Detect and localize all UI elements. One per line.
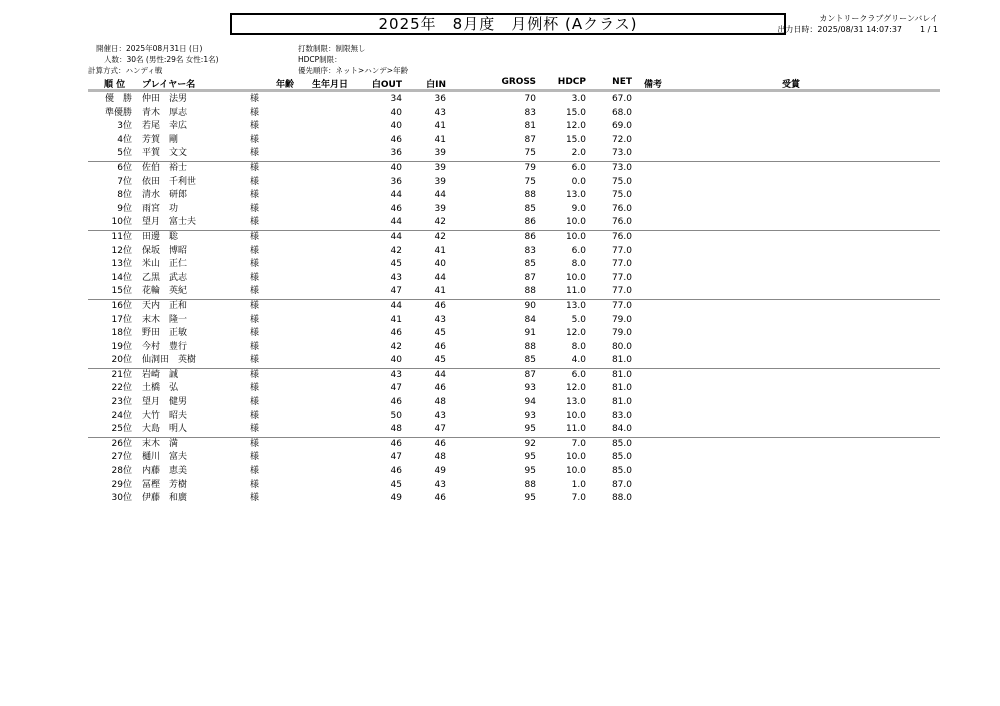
player-name-cell: 天内 正和 bbox=[142, 300, 188, 311]
net-cell: 77.0 bbox=[611, 245, 632, 256]
honorific-cell: 様 bbox=[250, 176, 260, 187]
honorific-cell: 様 bbox=[250, 452, 260, 463]
hdcp-cell: 6.0 bbox=[571, 245, 586, 256]
rank-cell: 23位 bbox=[111, 397, 132, 408]
header-in: 白IN bbox=[426, 80, 446, 90]
net-cell: 67.0 bbox=[611, 94, 632, 104]
hdcp-cell: 0.0 bbox=[571, 176, 586, 187]
in-score-cell: 42 bbox=[434, 217, 446, 228]
table-row bbox=[88, 314, 940, 328]
rank-cell: 21位 bbox=[111, 369, 132, 380]
gross-cell: 88 bbox=[524, 286, 536, 297]
out-score-cell: 47 bbox=[390, 286, 402, 297]
rank-cell: 11位 bbox=[111, 231, 132, 242]
rank-cell: 8位 bbox=[117, 190, 132, 201]
out-score-cell: 44 bbox=[390, 217, 402, 228]
honorific-cell: 様 bbox=[250, 383, 260, 394]
in-score-cell: 44 bbox=[434, 190, 446, 201]
meta-date: 開催日：2025年08月31日 (日) bbox=[96, 44, 203, 53]
net-cell: 75.0 bbox=[611, 176, 632, 187]
player-name-cell: 平賀 文文 bbox=[142, 148, 188, 159]
rank-cell: 30位 bbox=[111, 493, 132, 504]
hdcp-cell: 3.0 bbox=[571, 94, 586, 104]
net-cell: 79.0 bbox=[611, 328, 632, 339]
table-row bbox=[88, 285, 940, 299]
gross-cell: 81 bbox=[524, 121, 536, 132]
player-name-cell: 若尾 幸広 bbox=[142, 121, 188, 132]
net-cell: 85.0 bbox=[611, 452, 632, 463]
honorific-cell: 様 bbox=[250, 424, 260, 435]
net-cell: 72.0 bbox=[611, 134, 632, 145]
net-cell: 75.0 bbox=[611, 190, 632, 201]
in-score-cell: 39 bbox=[434, 203, 446, 214]
out-score-cell: 42 bbox=[390, 245, 402, 256]
out-score-cell: 46 bbox=[390, 466, 402, 477]
player-name-cell: 冨樫 芳樹 bbox=[142, 479, 188, 490]
honorific-cell: 様 bbox=[250, 217, 260, 228]
out-score-cell: 46 bbox=[390, 203, 402, 214]
table-row bbox=[88, 216, 940, 230]
gross-cell: 95 bbox=[524, 452, 536, 463]
net-cell: 77.0 bbox=[611, 272, 632, 283]
hdcp-cell: 10.0 bbox=[565, 272, 586, 283]
honorific-cell: 様 bbox=[250, 328, 260, 339]
player-name-cell: 末木 満 bbox=[142, 438, 179, 449]
out-score-cell: 46 bbox=[390, 438, 402, 449]
hdcp-cell: 10.0 bbox=[565, 466, 586, 477]
honorific-cell: 様 bbox=[250, 94, 260, 104]
rank-cell: 27位 bbox=[111, 452, 132, 463]
hdcp-cell: 12.0 bbox=[565, 383, 586, 394]
rank-cell: 17位 bbox=[111, 314, 132, 325]
out-score-cell: 40 bbox=[390, 355, 402, 366]
header-net: NET bbox=[612, 77, 632, 87]
player-name-cell: 清水 研郎 bbox=[142, 190, 188, 201]
player-name-cell: 青木 厚志 bbox=[142, 107, 188, 118]
in-score-cell: 41 bbox=[434, 134, 446, 145]
in-score-cell: 43 bbox=[434, 314, 446, 325]
gross-cell: 79 bbox=[524, 162, 536, 173]
net-cell: 81.0 bbox=[611, 355, 632, 366]
out-score-cell: 49 bbox=[390, 493, 402, 504]
net-cell: 76.0 bbox=[611, 231, 632, 242]
table-row bbox=[88, 176, 940, 190]
honorific-cell: 様 bbox=[250, 397, 260, 408]
hdcp-cell: 6.0 bbox=[571, 369, 586, 380]
rank-cell: 18位 bbox=[111, 328, 132, 339]
hdcp-cell: 10.0 bbox=[565, 231, 586, 242]
out-score-cell: 41 bbox=[390, 314, 402, 325]
gross-cell: 75 bbox=[524, 148, 536, 159]
rank-cell: 5位 bbox=[117, 148, 132, 159]
gross-cell: 83 bbox=[524, 107, 536, 118]
honorific-cell: 様 bbox=[250, 355, 260, 366]
rank-cell: 16位 bbox=[111, 300, 132, 311]
gross-cell: 93 bbox=[524, 410, 536, 421]
rank-cell: 13位 bbox=[111, 259, 132, 270]
table-row bbox=[88, 245, 940, 259]
header-player: プレイヤー名 bbox=[142, 80, 196, 90]
gross-cell: 88 bbox=[524, 190, 536, 201]
gross-cell: 85 bbox=[524, 259, 536, 270]
hdcp-cell: 5.0 bbox=[571, 314, 586, 325]
gross-cell: 86 bbox=[524, 231, 536, 242]
net-cell: 81.0 bbox=[611, 397, 632, 408]
honorific-cell: 様 bbox=[250, 134, 260, 145]
out-score-cell: 44 bbox=[390, 231, 402, 242]
hdcp-cell: 13.0 bbox=[565, 190, 586, 201]
out-score-cell: 48 bbox=[390, 424, 402, 435]
out-score-cell: 44 bbox=[390, 190, 402, 201]
net-cell: 80.0 bbox=[611, 341, 632, 352]
player-name-cell: 岩崎 誠 bbox=[142, 369, 179, 380]
out-score-cell: 43 bbox=[390, 272, 402, 283]
hdcp-cell: 9.0 bbox=[571, 203, 586, 214]
out-score-cell: 50 bbox=[390, 410, 402, 421]
in-score-cell: 45 bbox=[434, 328, 446, 339]
rank-cell: 25位 bbox=[111, 424, 132, 435]
net-cell: 83.0 bbox=[611, 410, 632, 421]
out-score-cell: 40 bbox=[390, 121, 402, 132]
gross-cell: 87 bbox=[524, 369, 536, 380]
honorific-cell: 様 bbox=[250, 466, 260, 477]
page-number: 1 / 1 bbox=[920, 25, 938, 34]
table-row bbox=[88, 258, 940, 272]
honorific-cell: 様 bbox=[250, 341, 260, 352]
rank-cell: 12位 bbox=[111, 245, 132, 256]
meta-method: 計算方式：ハンディ戦 bbox=[88, 66, 163, 75]
honorific-cell: 様 bbox=[250, 272, 260, 283]
header-out: 白OUT bbox=[371, 80, 402, 90]
player-name-cell: 仲田 法男 bbox=[142, 94, 188, 104]
table-row bbox=[88, 230, 940, 245]
printed-timestamp bbox=[777, 24, 938, 35]
out-score-cell: 40 bbox=[390, 162, 402, 173]
honorific-cell: 様 bbox=[250, 410, 260, 421]
gross-cell: 85 bbox=[524, 203, 536, 214]
in-score-cell: 46 bbox=[434, 493, 446, 504]
net-cell: 84.0 bbox=[611, 424, 632, 435]
honorific-cell: 様 bbox=[250, 203, 260, 214]
in-score-cell: 44 bbox=[434, 272, 446, 283]
in-score-cell: 36 bbox=[434, 94, 446, 104]
player-name-cell: 樋川 富夫 bbox=[142, 452, 188, 463]
table-row bbox=[88, 437, 940, 452]
gross-cell: 87 bbox=[524, 272, 536, 283]
header-age: 年齢 bbox=[276, 80, 295, 90]
gross-cell: 93 bbox=[524, 383, 536, 394]
table-row bbox=[88, 341, 940, 355]
honorific-cell: 様 bbox=[250, 438, 260, 449]
player-name-cell: 今村 豊行 bbox=[142, 341, 188, 352]
rank-cell: 優 勝 bbox=[104, 94, 132, 104]
club-name: カントリークラブグリーンバレイ bbox=[819, 14, 938, 23]
gross-cell: 95 bbox=[524, 466, 536, 477]
table-row bbox=[88, 203, 940, 217]
gross-cell: 87 bbox=[524, 134, 536, 145]
player-name-cell: 米山 正仁 bbox=[142, 259, 188, 270]
honorific-cell: 様 bbox=[250, 286, 260, 297]
gross-cell: 92 bbox=[524, 438, 536, 449]
in-score-cell: 43 bbox=[434, 410, 446, 421]
rank-cell: 準優勝 bbox=[104, 107, 132, 118]
table-row bbox=[88, 382, 940, 396]
in-score-cell: 48 bbox=[434, 452, 446, 463]
out-score-cell: 36 bbox=[390, 148, 402, 159]
player-name-cell: 花輪 英紀 bbox=[142, 286, 188, 297]
out-score-cell: 43 bbox=[390, 369, 402, 380]
out-score-cell: 47 bbox=[390, 383, 402, 394]
hdcp-cell: 12.0 bbox=[565, 121, 586, 132]
honorific-cell: 様 bbox=[250, 479, 260, 490]
player-name-cell: 大島 明人 bbox=[142, 424, 188, 435]
in-score-cell: 46 bbox=[434, 300, 446, 311]
in-score-cell: 42 bbox=[434, 231, 446, 242]
hdcp-cell: 15.0 bbox=[565, 107, 586, 118]
in-score-cell: 47 bbox=[434, 424, 446, 435]
net-cell: 69.0 bbox=[611, 121, 632, 132]
rank-cell: 19位 bbox=[111, 341, 132, 352]
net-cell: 85.0 bbox=[611, 438, 632, 449]
player-name-cell: 芳賀 剛 bbox=[142, 134, 179, 145]
table-row bbox=[88, 161, 940, 176]
table-row bbox=[88, 299, 940, 314]
rank-cell: 20位 bbox=[111, 355, 132, 366]
out-score-cell: 44 bbox=[390, 300, 402, 311]
player-name-cell: 大竹 昭夫 bbox=[142, 410, 188, 421]
hdcp-cell: 10.0 bbox=[565, 410, 586, 421]
honorific-cell: 様 bbox=[250, 231, 260, 242]
table-row bbox=[88, 327, 940, 341]
header-remarks: 備考 bbox=[644, 80, 663, 90]
honorific-cell: 様 bbox=[250, 369, 260, 380]
hdcp-cell: 11.0 bbox=[565, 424, 586, 435]
out-score-cell: 46 bbox=[390, 397, 402, 408]
in-score-cell: 43 bbox=[434, 107, 446, 118]
gross-cell: 88 bbox=[524, 341, 536, 352]
rank-cell: 29位 bbox=[111, 479, 132, 490]
out-score-cell: 34 bbox=[390, 94, 402, 104]
hdcp-cell: 13.0 bbox=[565, 397, 586, 408]
printed-datetime: 出力日時：2025/08/31 14:07:37 bbox=[777, 25, 903, 34]
honorific-cell: 様 bbox=[250, 121, 260, 132]
results-table bbox=[88, 93, 940, 506]
table-row bbox=[88, 134, 940, 148]
meta-priority: 優先順序：ネット>ハンデ>年齢 bbox=[298, 66, 409, 75]
net-cell: 81.0 bbox=[611, 369, 632, 380]
player-name-cell: 土橋 弘 bbox=[142, 383, 179, 394]
hdcp-cell: 13.0 bbox=[565, 300, 586, 311]
player-name-cell: 望月 健男 bbox=[142, 397, 188, 408]
rank-cell: 28位 bbox=[111, 466, 132, 477]
player-name-cell: 雨宮 功 bbox=[142, 203, 179, 214]
table-row bbox=[88, 410, 940, 424]
table-row bbox=[88, 423, 940, 437]
gross-cell: 94 bbox=[524, 397, 536, 408]
header-award: 受賞 bbox=[782, 80, 801, 90]
hdcp-cell: 15.0 bbox=[565, 134, 586, 145]
table-row bbox=[88, 451, 940, 465]
in-score-cell: 39 bbox=[434, 176, 446, 187]
table-row bbox=[88, 368, 940, 383]
hdcp-cell: 8.0 bbox=[571, 259, 586, 270]
gross-cell: 90 bbox=[524, 300, 536, 311]
net-cell: 77.0 bbox=[611, 259, 632, 270]
net-cell: 81.0 bbox=[611, 383, 632, 394]
hdcp-cell: 10.0 bbox=[565, 217, 586, 228]
hdcp-cell: 4.0 bbox=[571, 355, 586, 366]
in-score-cell: 45 bbox=[434, 355, 446, 366]
rank-cell: 6位 bbox=[117, 162, 132, 173]
net-cell: 77.0 bbox=[611, 286, 632, 297]
out-score-cell: 46 bbox=[390, 134, 402, 145]
table-row bbox=[88, 465, 940, 479]
in-score-cell: 41 bbox=[434, 245, 446, 256]
gross-cell: 88 bbox=[524, 479, 536, 490]
gross-cell: 85 bbox=[524, 355, 536, 366]
gross-cell: 75 bbox=[524, 176, 536, 187]
out-score-cell: 45 bbox=[390, 259, 402, 270]
table-row bbox=[88, 479, 940, 493]
rank-cell: 7位 bbox=[117, 176, 132, 187]
in-score-cell: 49 bbox=[434, 466, 446, 477]
out-score-cell: 42 bbox=[390, 341, 402, 352]
rank-cell: 10位 bbox=[111, 217, 132, 228]
player-name-cell: 田邊 聡 bbox=[142, 231, 179, 242]
player-name-cell: 内藤 恵美 bbox=[142, 466, 188, 477]
player-name-cell: 伊藤 和廣 bbox=[142, 493, 188, 504]
rank-cell: 22位 bbox=[111, 383, 132, 394]
hdcp-cell: 11.0 bbox=[565, 286, 586, 297]
player-name-cell: 乙黒 武志 bbox=[142, 272, 188, 283]
in-score-cell: 41 bbox=[434, 286, 446, 297]
meta-stroke-limit: 打数制限：制限無し bbox=[298, 44, 366, 53]
table-row bbox=[88, 492, 940, 506]
honorific-cell: 様 bbox=[250, 107, 260, 118]
in-score-cell: 46 bbox=[434, 438, 446, 449]
hdcp-cell: 7.0 bbox=[571, 438, 586, 449]
table-row bbox=[88, 107, 940, 121]
player-name-cell: 望月 富士夫 bbox=[142, 217, 197, 228]
net-cell: 76.0 bbox=[611, 217, 632, 228]
hdcp-cell: 12.0 bbox=[565, 328, 586, 339]
header-gross: GROSS bbox=[501, 77, 536, 87]
rank-cell: 9位 bbox=[117, 203, 132, 214]
player-name-cell: 佐伯 裕士 bbox=[142, 162, 188, 173]
player-name-cell: 末木 隆一 bbox=[142, 314, 188, 325]
rank-cell: 26位 bbox=[111, 438, 132, 449]
honorific-cell: 様 bbox=[250, 190, 260, 201]
in-score-cell: 39 bbox=[434, 148, 446, 159]
table-row bbox=[88, 189, 940, 203]
in-score-cell: 41 bbox=[434, 121, 446, 132]
rank-cell: 4位 bbox=[117, 134, 132, 145]
header-hdcp: HDCP bbox=[557, 77, 586, 87]
out-score-cell: 46 bbox=[390, 328, 402, 339]
gross-cell: 95 bbox=[524, 493, 536, 504]
rank-cell: 3位 bbox=[117, 121, 132, 132]
net-cell: 77.0 bbox=[611, 300, 632, 311]
gross-cell: 95 bbox=[524, 424, 536, 435]
net-cell: 73.0 bbox=[611, 162, 632, 173]
hdcp-cell: 10.0 bbox=[565, 452, 586, 463]
honorific-cell: 様 bbox=[250, 300, 260, 311]
hdcp-cell: 6.0 bbox=[571, 162, 586, 173]
gross-cell: 70 bbox=[524, 94, 536, 104]
out-score-cell: 47 bbox=[390, 452, 402, 463]
in-score-cell: 43 bbox=[434, 479, 446, 490]
table-row bbox=[88, 93, 940, 107]
header-rank: 順 位 bbox=[104, 80, 126, 90]
header-birthdate: 生年月日 bbox=[312, 80, 349, 90]
in-score-cell: 40 bbox=[434, 259, 446, 270]
honorific-cell: 様 bbox=[250, 162, 260, 173]
in-score-cell: 39 bbox=[434, 162, 446, 173]
honorific-cell: 様 bbox=[250, 259, 260, 270]
report-title: 2025年 8月度 月例杯 (Aクラス) bbox=[230, 13, 786, 35]
out-score-cell: 40 bbox=[390, 107, 402, 118]
player-name-cell: 野田 正敏 bbox=[142, 328, 188, 339]
out-score-cell: 36 bbox=[390, 176, 402, 187]
header-divider bbox=[88, 89, 940, 92]
table-row bbox=[88, 120, 940, 134]
honorific-cell: 様 bbox=[250, 493, 260, 504]
table-row bbox=[88, 354, 940, 368]
hdcp-cell: 8.0 bbox=[571, 341, 586, 352]
table-row bbox=[88, 272, 940, 286]
gross-cell: 84 bbox=[524, 314, 536, 325]
gross-cell: 86 bbox=[524, 217, 536, 228]
rank-cell: 15位 bbox=[111, 286, 132, 297]
meta-players: 人数：30名 (男性:29名 女性:1名) bbox=[104, 55, 219, 64]
rank-cell: 24位 bbox=[111, 410, 132, 421]
honorific-cell: 様 bbox=[250, 314, 260, 325]
table-row bbox=[88, 147, 940, 161]
hdcp-cell: 1.0 bbox=[571, 479, 586, 490]
honorific-cell: 様 bbox=[250, 245, 260, 256]
gross-cell: 83 bbox=[524, 245, 536, 256]
table-header bbox=[88, 77, 940, 89]
net-cell: 76.0 bbox=[611, 203, 632, 214]
net-cell: 73.0 bbox=[611, 148, 632, 159]
net-cell: 79.0 bbox=[611, 314, 632, 325]
player-name-cell: 保坂 博昭 bbox=[142, 245, 188, 256]
rank-cell: 14位 bbox=[111, 272, 132, 283]
net-cell: 87.0 bbox=[611, 479, 632, 490]
meta-hdcp-limit: HDCP制限： bbox=[298, 55, 342, 64]
in-score-cell: 46 bbox=[434, 383, 446, 394]
in-score-cell: 44 bbox=[434, 369, 446, 380]
player-name-cell: 依田 千利世 bbox=[142, 176, 197, 187]
net-cell: 68.0 bbox=[611, 107, 632, 118]
hdcp-cell: 2.0 bbox=[571, 148, 586, 159]
out-score-cell: 45 bbox=[390, 479, 402, 490]
player-name-cell: 仙洞田 英樹 bbox=[142, 355, 197, 366]
in-score-cell: 46 bbox=[434, 341, 446, 352]
gross-cell: 91 bbox=[524, 328, 536, 339]
net-cell: 88.0 bbox=[611, 493, 632, 504]
hdcp-cell: 7.0 bbox=[571, 493, 586, 504]
honorific-cell: 様 bbox=[250, 148, 260, 159]
net-cell: 85.0 bbox=[611, 466, 632, 477]
table-row bbox=[88, 396, 940, 410]
in-score-cell: 48 bbox=[434, 397, 446, 408]
